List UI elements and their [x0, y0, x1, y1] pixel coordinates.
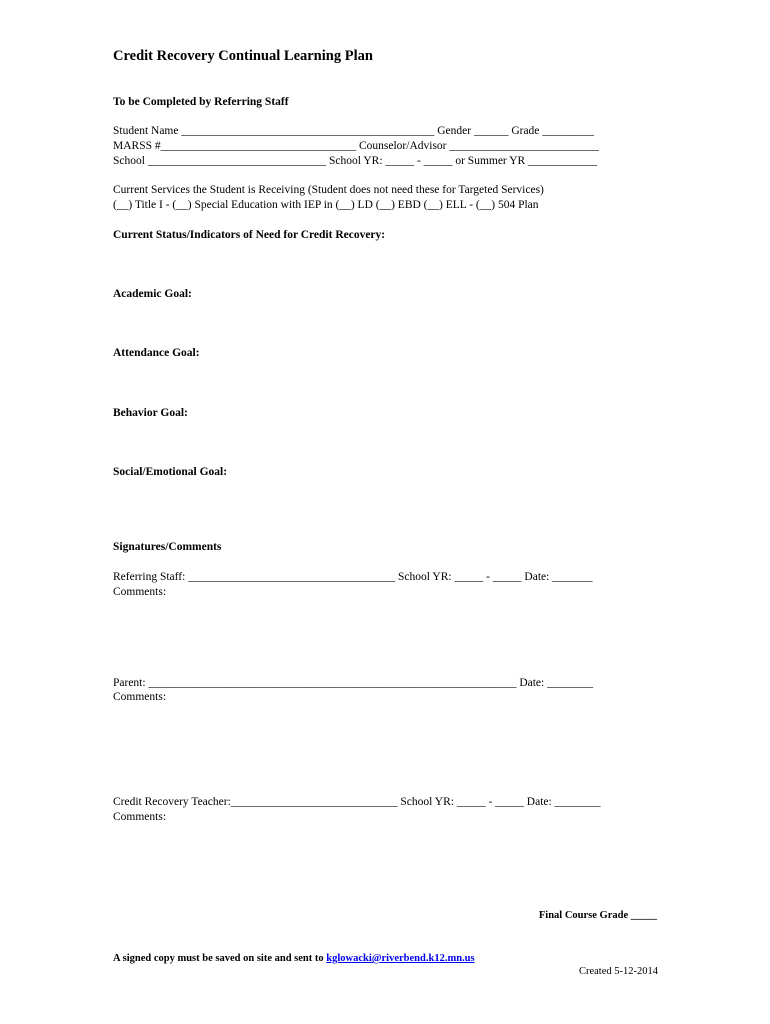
referring-staff-line: Referring Staff: ____________________________________ School YR: _____ - _____ Date: _______ [113, 571, 593, 583]
services-line: Current Services the Student is Receiving (Student does not need these for Targeted Services) [113, 184, 544, 196]
page-title: Credit Recovery Continual Learning Plan [113, 48, 373, 64]
teacher-line: Credit Recovery Teacher:_____________________________ School YR: _____ - _____ Date: ________ [113, 796, 601, 808]
parent-comments-label: Comments: [113, 691, 167, 703]
referring-staff-comments-label: Comments: [113, 586, 167, 598]
behavior-goal-heading: Behavior Goal: [113, 407, 188, 419]
referring-heading: To be Completed by Referring Staff [113, 96, 289, 108]
signatures-heading: Signatures/Comments [113, 541, 222, 553]
status-heading: Current Status/Indicators of Need for Credit Recovery: [113, 229, 386, 241]
attendance-goal-heading: Attendance Goal: [113, 347, 200, 359]
parent-line: Parent: ________________________________________________________________ Date: ________ [113, 677, 594, 689]
social-emotional-goal-heading: Social/Emotional Goal: [113, 466, 228, 478]
teacher-comments-label: Comments: [113, 811, 167, 823]
final-course-grade: Final Course Grade _____ [538, 910, 657, 921]
marss-line: MARSS #__________________________________ Counselor/Advisor __________________________ [113, 140, 599, 152]
footer-note [113, 952, 475, 966]
footer-note-text: A signed copy must be saved on site and sent to [113, 953, 327, 964]
academic-goal-heading: Academic Goal: [113, 288, 192, 300]
school-line: School _______________________________ School YR: _____ - _____ or Summer YR ____________ [113, 155, 598, 167]
services-options-line: (__) Title I - (__) Special Education with IEP in (__) LD (__) EBD (__) ELL - (__) 504 Plan [113, 199, 539, 211]
email-link[interactable]: kglowacki@riverbend.k12.mn.us [326, 953, 475, 964]
student-name-line: Student Name ____________________________________________ Gender ______ Grade _________ [113, 125, 595, 137]
created-date: Created 5-12-2014 [578, 966, 658, 977]
